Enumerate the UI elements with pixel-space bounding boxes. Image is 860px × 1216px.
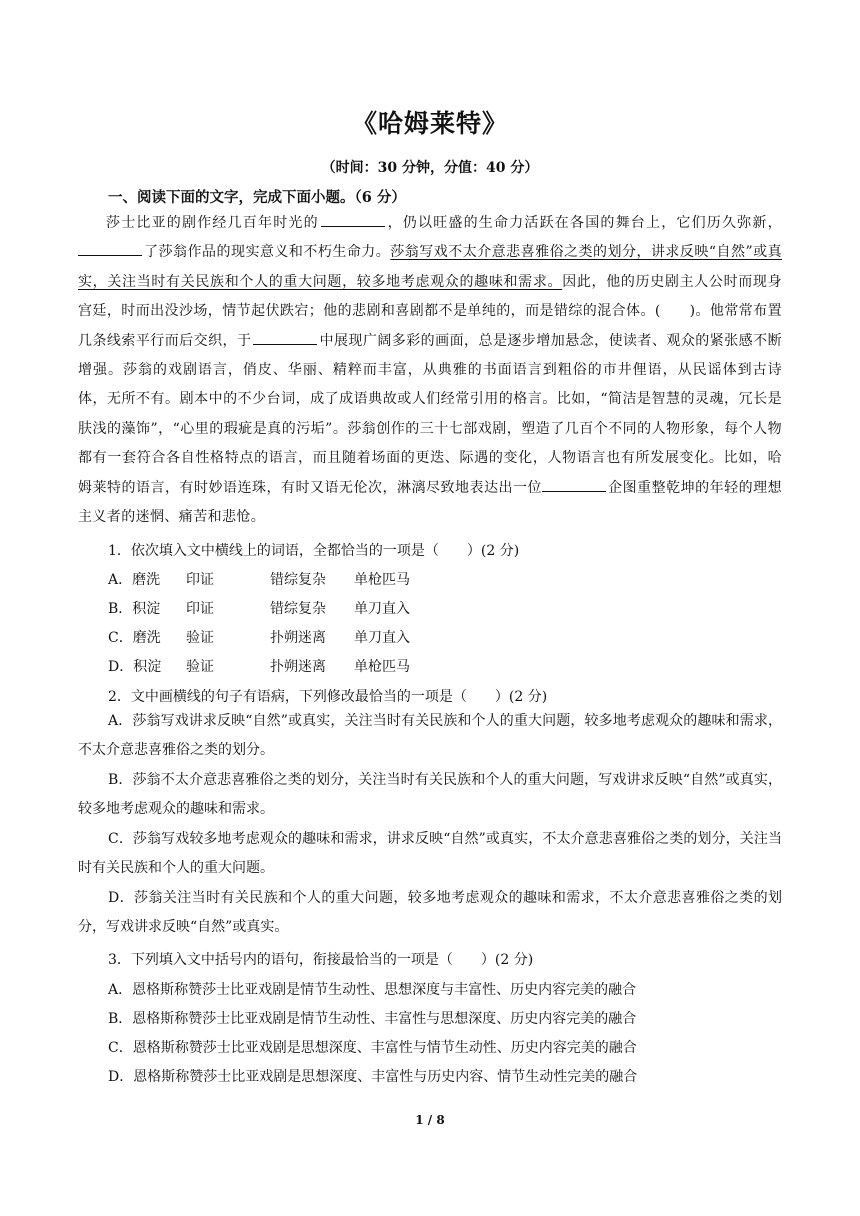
reading-passage bbox=[78, 209, 782, 532]
exam-info: （时间：30 分钟，分值：40 分） bbox=[321, 160, 539, 176]
question-2-option-c: C．莎翁写戏较多地考虑观众的趣味和需求，讲求反映“自然”或真实，不太介意悲喜雅俗之类的划分，关注当时有关民族和个人的重大问题。 bbox=[78, 831, 782, 877]
question-2-stem: 2．文中画横线的句子有语病，下列修改最恰当的一项是（ ）(2 分) bbox=[108, 689, 548, 705]
question-3-stem: 3．下列填入文中括号内的语句，衔接最恰当的一项是（ ）(2 分) bbox=[108, 952, 534, 968]
question-3-option-c: C．恩格斯称赞莎士比亚戏剧是思想深度、丰富性与情节生动性、历史内容完美的融合 bbox=[108, 1040, 637, 1056]
passage-text: 中展现广阔多彩的画面，总是逐步增加悬念，使读者、观众的紧张感不断增强。莎翁的戏剧语言，俏皮、华丽、精粹而丰富，从典雅的书面语言到粗俗的市井俚语，从民谣体到古诗体，无所不有。剧本中的不少台词，成了成语典故或人们经常引用的格言。比如，“简洁是智慧的灵魂，冗长是肤浅的藻饰”，“心里的瑕疵是真的污垢”。莎翁创作的三十七部戏剧，塑造了几百个不同的人物形象，每个人物都有一套符合各自性格特点的语言，而且随着场面的更迭、际遇的变化，人物语言也有所发展变化。比如，哈姆莱特的语言，有时妙语连珠，有时又语无伦次，淋漓尽致地表达出一位 bbox=[78, 332, 782, 496]
blank-4 bbox=[542, 477, 606, 492]
question-1-option-d: D．积淀 验证 扑朔迷离 单枪匹马 bbox=[108, 659, 410, 675]
underlined-sentence: 莎翁写戏不太介意悲喜雅俗之类的划分，讲求反映“自然”或真实，关注当时有关民族和个人的重大问题，较多地考虑观众的趣味和需求。 bbox=[78, 244, 782, 290]
passage-text: 企图重整乾坤的年轻的理想主义者的迷惘、痛苦和悲怆。 bbox=[78, 479, 782, 526]
page-number: 1 / 8 bbox=[415, 1113, 445, 1127]
question-3-option-a: A．恩格斯称赞莎士比亚戏剧是情节生动性、思想深度与丰富性、历史内容完美的融合 bbox=[108, 982, 637, 998]
question-1-option-a: A．磨洗 印证 错综复杂 单枪匹马 bbox=[108, 572, 410, 588]
question-2-option-d: D．莎翁关注当时有关民族和个人的重大问题，较多地考虑观众的趣味和需求，不太介意悲喜雅俗之类的划分，写戏讲求反映“自然”或真实。 bbox=[78, 890, 782, 936]
question-1-option-c: C．磨洗 验证 扑朔迷离 单刀直入 bbox=[108, 630, 410, 646]
passage-text: 莎士比亚的剧作经几百年时光的 bbox=[106, 215, 319, 231]
passage-text: 了莎翁作品的现实意义和不朽生命力。 bbox=[144, 244, 391, 261]
question-3-option-d: D．恩格斯称赞莎士比亚戏剧是思想深度、丰富性与历史内容、情节生动性完美的融合 bbox=[108, 1069, 638, 1085]
passage-text: 因此，他的历史剧主人公时而现身宫廷，时而出没沙场，情节起伏跌宕；他的悲剧和喜剧都不是单纯的，而是错综的混合体。( )。他常常布置几条线索平行而后交织，于 bbox=[78, 273, 782, 349]
blank-2 bbox=[78, 241, 142, 256]
question-2-option-a: A．莎翁写戏讲求反映“自然”或真实，关注当时有关民族和个人的重大问题，较多地考虑观众的趣味和需求，不太介意悲喜雅俗之类的划分。 bbox=[78, 713, 782, 759]
page-title: 《哈姆莱特》 bbox=[351, 109, 508, 138]
question-1-stem: 1．依次填入文中横线上的词语，全都恰当的一项是（ ）(2 分) bbox=[108, 543, 520, 559]
question-2-option-b: B．莎翁不太介意悲喜雅俗之类的划分，关注当时有关民族和个人的重大问题，写戏讲求反映“自然”或真实，较多地考虑观众的趣味和需求。 bbox=[78, 772, 782, 818]
blank-1 bbox=[321, 212, 385, 227]
passage-text: ，仍以旺盛的生命力活跃在各国的舞台上，它们历久弥新， bbox=[386, 215, 782, 231]
section-heading: 一、阅读下面的文字，完成下面小题。（6 分） bbox=[108, 189, 406, 206]
blank-3 bbox=[253, 330, 317, 345]
question-1-option-b: B．积淀 印证 错综复杂 单刀直入 bbox=[108, 601, 410, 617]
question-3-option-b: B．恩格斯称赞莎士比亚戏剧是情节生动性、丰富性与思想深度、历史内容完美的融合 bbox=[108, 1011, 637, 1027]
